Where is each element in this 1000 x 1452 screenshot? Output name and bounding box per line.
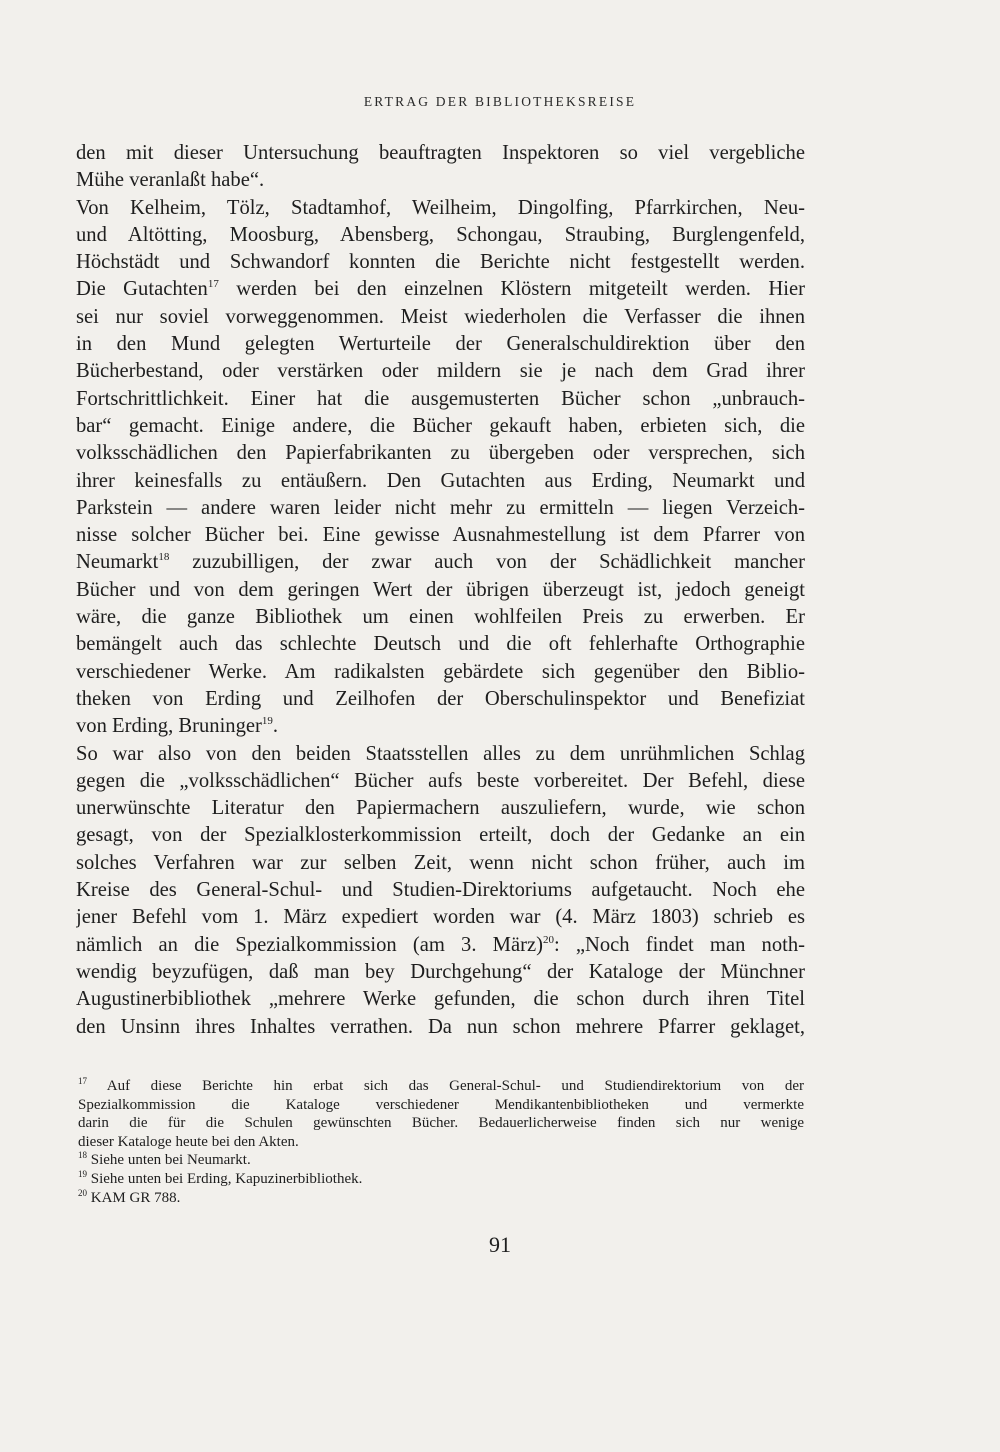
text-line: ihrer keinesfalls zu entäußern. Den Gutachten aus Erding, Neumarkt und [76, 469, 805, 492]
footnote-text: Siehe unten bei Neumarkt. [90, 1152, 251, 1169]
footnote-number: 19 [78, 1169, 87, 1179]
footnote-17-line: darin die für die Schulen gewünschten Bücher. Bedauerlicherweise finden sich nur wenige [78, 1115, 804, 1132]
text-line [76, 276, 805, 303]
text-line: solches Verfahren war zur selben Zeit, wenn nicht schon früher, auch im [76, 851, 805, 874]
text-line: bemängelt auch das schlechte Deutsch und die oft fehlerhafte Orthographie [76, 633, 805, 656]
text-line: Parkstein — andere waren leider nicht mehr zu ermitteln — liegen Verzeich- [76, 496, 805, 519]
text-line: wendig beyzufügen, daß man bey Durchgehung“ der Kataloge der Münchner [76, 960, 805, 983]
text-line: theken von Erding und Zeilhofen der Oberschulinspektor und Benefiziat [76, 687, 805, 710]
footnote-17-line: dieser Kataloge heute bei den Akten. [78, 1133, 299, 1150]
footnote-number: 18 [78, 1151, 87, 1161]
footnotes [78, 1077, 804, 1207]
footnote-19 [78, 1170, 804, 1189]
text-line: Höchstädt und Schwandorf konnten die Berichte nicht festgestellt werden. [76, 251, 805, 274]
text-line: gesagt, von der Spezialklosterkommission erteilt, doch der Gedanke an ein [76, 824, 805, 847]
text-segment: nämlich an die Spezialkommission (am 3. März) [76, 933, 543, 956]
page-number: 91 [489, 1232, 511, 1257]
text-line: den mit dieser Untersuchung beauftragten Inspektoren so viel vergebliche [76, 142, 805, 164]
text-line [76, 549, 805, 576]
text-line: Kreise des General-Schul- und Studien-Direktoriums aufgetaucht. Noch ehe [76, 879, 805, 902]
footnote-ref: 20 [542, 933, 554, 946]
text-line [76, 713, 805, 740]
footnote-ref: 17 [207, 278, 219, 291]
text-line: Mühe veranlaßt habe“. [76, 169, 265, 192]
text-line: Bücher und von dem geringen Wert der übrigen überzeugt ist, jedoch geneigt [76, 578, 805, 601]
text-line: Bücherbestand, oder verstärken oder mildern sie je nach dem Grad ihrer [76, 360, 805, 383]
text-line: jener Befehl vom 1. März expediert worden war (4. März 1803) schrieb es [76, 906, 805, 929]
text-line: Augustinerbibliothek „mehrere Werke gefunden, die schon durch ihren Titel [76, 988, 805, 1011]
text-line: volksschädlichen den Papierfabrikanten zu übergeben oder versprechen, sich [76, 442, 805, 465]
text-segment: . [272, 715, 279, 738]
footnote-text: Siehe unten bei Erding, Kapuzinerbibliothek. [90, 1170, 363, 1187]
text-segment: Die Gutachten [76, 278, 208, 301]
footnote-ref: 18 [158, 551, 170, 564]
text-line: bar“ gemacht. Einige andere, die Bücher gekauft haben, erbieten sich, die [76, 414, 805, 437]
footnote-17-line: Spezialkommission die Kataloge verschiedener Mendikantenbibliotheken und vermerkte [78, 1096, 804, 1113]
text-line [76, 932, 805, 959]
text-line: wäre, die ganze Bibliothek um einen wohlfeilen Preis zu erwerben. Er [76, 606, 805, 629]
footnote-number: 17 [78, 1077, 87, 1086]
footnote-18 [78, 1151, 804, 1170]
text-segment: Neumarkt [76, 551, 159, 574]
text-segment: von Erding, Bruninger [76, 715, 262, 738]
footnote-20 [78, 1189, 804, 1208]
text-line: und Altötting, Moosburg, Abensberg, Schongau, Straubing, Burglengenfeld, [76, 223, 805, 246]
text-segment: zuzubilligen, der zwar auch von der Schädlichkeit mancher [192, 551, 805, 574]
text-line: Fortschrittlichkeit. Einer hat die ausgemusterten Bücher schon „unbrauch- [76, 387, 805, 410]
text-line: nisse solcher Bücher bei. Eine gewisse Ausnahmestellung ist dem Pfarrer von [76, 524, 805, 547]
text-line: verschiedener Werke. Am radikalsten gebärdete sich gegenüber den Biblio- [76, 660, 805, 683]
text-line: den Unsinn ihres Inhaltes verrathen. Da nun schon mehrere Pfarrer geklaget, [76, 1015, 805, 1038]
text-line: So war also von den beiden Staatsstellen alles zu dem unrühmlichen Schlag [76, 742, 805, 765]
running-head: ERTRAG DER BIBLIOTHEKSREISE [363, 94, 637, 109]
text-line: sei nur soviel vorweggenommen. Meist wiederholen die Verfasser die ihnen [76, 305, 805, 328]
footnote-17 [78, 1077, 804, 1096]
text-line: in den Mund gelegten Werturteile der Generalschuldirektion über den [76, 333, 805, 356]
text-segment: : „Noch findet man noth- [553, 933, 805, 956]
text-line: unerwünschte Literatur den Papiermachern auszuliefern, wurde, wie schon [76, 797, 805, 820]
body-text [76, 140, 805, 1041]
text-segment: werden bei den einzelnen Klöstern mitgeteilt werden. Hier [236, 278, 805, 301]
footnote-ref: 19 [261, 715, 273, 728]
footnote-number: 20 [78, 1188, 87, 1198]
text-line: gegen die „volksschädlichen“ Bücher aufs beste vorbereitet. Der Befehl, diese [76, 769, 805, 792]
footnote-text: KAM GR 788. [90, 1189, 181, 1206]
footnote-text: Auf diese Berichte hin erbat sich das General-Schul- und Studiendirektorium von der [106, 1078, 804, 1094]
text-line: Von Kelheim, Tölz, Stadtamhof, Weilheim, Dingolfing, Pfarrkirchen, Neu- [76, 196, 805, 219]
